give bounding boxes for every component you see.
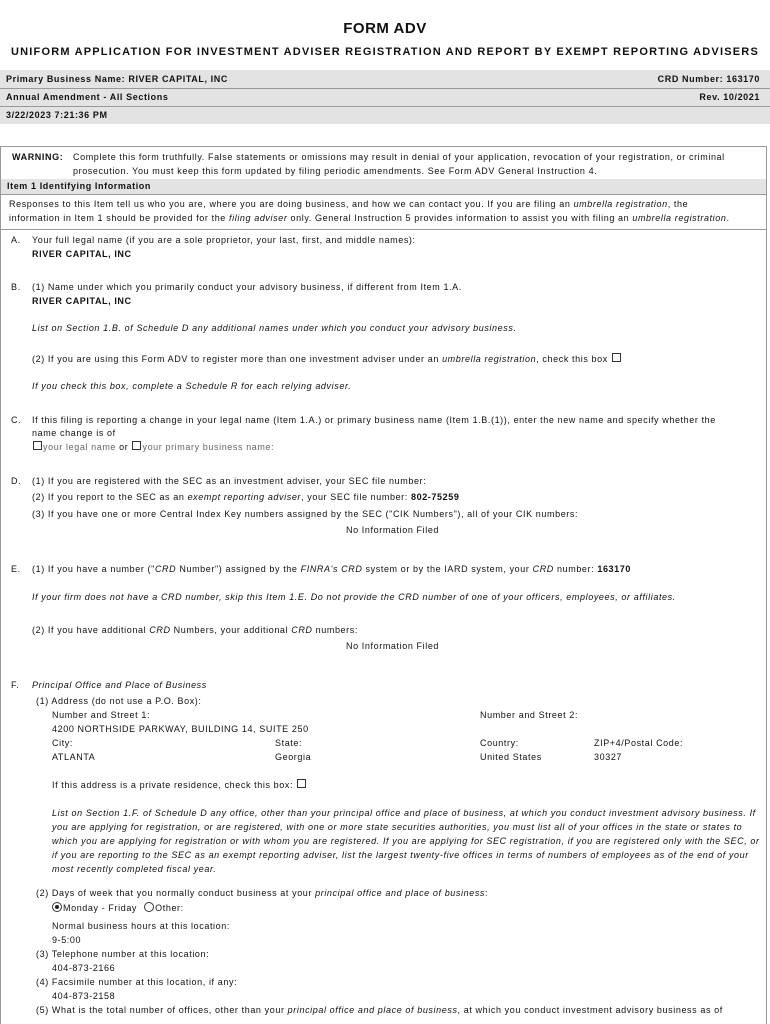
business-name-checkbox[interactable] bbox=[132, 441, 141, 450]
state-value: Georgia bbox=[275, 752, 312, 762]
warning-label: WARNING: bbox=[12, 152, 64, 162]
header-band-1 bbox=[0, 70, 770, 88]
item-e2-question: (2) If you have additional CRD Numbers, your additional CRD numbers: bbox=[32, 625, 358, 635]
other-days-label: Other: bbox=[155, 903, 184, 913]
item1-heading: Item 1 Identifying Information bbox=[7, 181, 152, 191]
item-a-letter: A. bbox=[11, 235, 21, 245]
form-title: FORM ADV bbox=[343, 20, 427, 37]
private-residence-checkbox[interactable] bbox=[297, 779, 306, 788]
sec-file-number: 802-75259 bbox=[410, 492, 460, 502]
name-change-options: your legal name or your primary business name: bbox=[32, 441, 274, 452]
item-b-note-1: List on Section 1.B. of Schedule D any additional names under which you conduct your advisory business. bbox=[32, 323, 517, 333]
item-f1-question: (1) Address (do not use a P.O. Box): bbox=[36, 696, 202, 706]
item-b-letter: B. bbox=[11, 282, 21, 292]
item-f-letter: F. bbox=[11, 680, 20, 690]
divider bbox=[0, 229, 767, 230]
legal-name-value: RIVER CAPITAL, INC bbox=[32, 249, 132, 259]
street1-label: Number and Street 1: bbox=[52, 710, 151, 720]
item-b2-question: (2) If you are using this Form ADV to register more than one investment adviser under an umbrella registration, check this box bbox=[32, 353, 622, 364]
street2-label: Number and Street 2: bbox=[480, 710, 579, 720]
country-label: Country: bbox=[480, 738, 519, 748]
item-f-note-line: which you are applying for registration or with whom you are registered. If you are applying for SEC registration, if you are registered only with the SEC, or bbox=[52, 836, 760, 846]
hours-label: Normal business hours at this location: bbox=[52, 921, 230, 931]
crd-number: CRD Number: 163170 bbox=[657, 74, 760, 84]
crd-number-value: 163170 bbox=[597, 564, 631, 574]
item-d2-question: (2) If you report to the SEC as an exempt reporting adviser, your SEC file number: 802-75259 bbox=[32, 492, 460, 502]
item-f-note-line: you are applying for registration, or are registered, with one or more state securities authorities, you must list all of your offices in the state or states to bbox=[52, 822, 743, 832]
city-value: ATLANTA bbox=[52, 752, 96, 762]
other-days-radio[interactable] bbox=[144, 902, 154, 912]
item-c-line-2: name change is of bbox=[32, 428, 116, 438]
timestamp: 3/22/2023 7:21:36 PM bbox=[6, 110, 108, 120]
header-band-2 bbox=[0, 89, 770, 106]
item1-intro-line-1: Responses to this Item tell us who you are, where you are doing business, and how we can contact you. If you are filing an umbrella registration, the bbox=[9, 199, 689, 209]
divider bbox=[0, 194, 767, 195]
warning-line-1: Complete this form truthfully. False statements or omissions may result in denial of your application, revocation of your registration, or criminal bbox=[73, 152, 725, 162]
item-b-note-2: If you check this box, complete a Schedule R for each relying adviser. bbox=[32, 381, 352, 391]
item-f2-question: (2) Days of week that you normally conduct business at your principal office and place of business: bbox=[36, 888, 489, 898]
zip-label: ZIP+4/Postal Code: bbox=[594, 738, 684, 748]
frame-left bbox=[0, 179, 1, 1024]
item1-heading-band bbox=[0, 179, 767, 194]
business-name-option-label: your primary business name: bbox=[142, 442, 275, 452]
item-d-letter: D. bbox=[11, 476, 22, 486]
fax-value: 404-873-2158 bbox=[52, 991, 116, 1001]
header-band-3 bbox=[0, 107, 770, 124]
item-d1-question: (1) If you are registered with the SEC as an investment adviser, your SEC file number: bbox=[32, 476, 427, 486]
cik-numbers-value: No Information Filed bbox=[346, 525, 440, 535]
business-name-value: RIVER CAPITAL, INC bbox=[32, 296, 132, 306]
form-subtitle: UNIFORM APPLICATION FOR INVESTMENT ADVISER REGISTRATION AND REPORT BY EXEMPT REPORTING ADVISERS bbox=[11, 46, 759, 58]
umbrella-registration-checkbox[interactable] bbox=[612, 353, 621, 362]
item-c-letter: C. bbox=[11, 415, 22, 425]
item-b1-question: (1) Name under which you primarily conduct your advisory business, if different from Item 1.A. bbox=[32, 282, 462, 292]
item-f-note-line: List on Section 1.F. of Schedule D any office, other than your principal office and place of business, at which you conduct investment advisory business. If bbox=[52, 808, 756, 818]
item-a-question: Your full legal name (if you are a sole proprietor, your last, first, and middle names): bbox=[32, 235, 416, 245]
item-f-note bbox=[52, 806, 760, 876]
phone-value: 404-873-2166 bbox=[52, 963, 116, 973]
item-f-note-line: most recently completed fiscal year. bbox=[52, 864, 217, 874]
item1-intro-line-2: information in Item 1 should be provided for the filing adviser only. General Instruction 5 provides information to assist you with filing an umbrella registration. bbox=[9, 213, 730, 223]
item-d3-question: (3) If you have one or more Central Index Key numbers assigned by the SEC ("CIK Numbers"), all of your CIK numbers: bbox=[32, 509, 579, 519]
private-residence-question: If this address is a private residence, check this box: bbox=[52, 779, 307, 790]
item-f-heading: Principal Office and Place of Business bbox=[32, 680, 207, 690]
country-value: United States bbox=[480, 752, 542, 762]
item-e1-question: (1) If you have a number ("CRD Number") assigned by the FINRA's CRD system or by the IARD system, your CRD number: 163170 bbox=[32, 564, 631, 574]
item-e-letter: E. bbox=[11, 564, 21, 574]
legal-name-checkbox[interactable] bbox=[33, 441, 42, 450]
item-f5-question: (5) What is the total number of offices, other than your principal office and place of business, at which you conduct investment advisory business as of bbox=[36, 1005, 723, 1015]
city-label: City: bbox=[52, 738, 73, 748]
form-revision: Rev. 10/2021 bbox=[699, 92, 760, 102]
item-c-line-1: If this filing is reporting a change in your legal name (Item 1.A.) or primary business name (Item 1.B.(1)), enter the new name and specify whether the bbox=[32, 415, 716, 425]
days-of-week-options bbox=[52, 902, 184, 913]
monday-friday-label: Monday - Friday bbox=[63, 903, 138, 913]
item-e-note: If your firm does not have a CRD number, skip this Item 1.E. Do not provide the CRD number of one of your officers, employees, or affiliates. bbox=[32, 592, 676, 602]
warning-line-2: prosecution. You must keep this form updated by filing periodic amendments. See Form ADV General Instruction 4. bbox=[73, 166, 598, 176]
legal-name-option-label: your legal name bbox=[43, 442, 117, 452]
amendment-type: Annual Amendment - All Sections bbox=[6, 92, 169, 102]
primary-business-name: Primary Business Name: RIVER CAPITAL, INC bbox=[6, 74, 228, 84]
item-f4-question: (4) Facsimile number at this location, if any: bbox=[36, 977, 238, 987]
frame-right bbox=[766, 179, 767, 1024]
item-f3-question: (3) Telephone number at this location: bbox=[36, 949, 210, 959]
hours-value: 9-5:00 bbox=[52, 935, 82, 945]
street1-value: 4200 NORTHSIDE PARKWAY, BUILDING 14, SUITE 250 bbox=[52, 724, 309, 734]
monday-friday-radio[interactable] bbox=[52, 902, 62, 912]
state-label: State: bbox=[275, 738, 303, 748]
additional-crd-value: No Information Filed bbox=[346, 641, 440, 651]
zip-value: 30327 bbox=[594, 752, 623, 762]
item-f-note-line: if you are reporting to the SEC as an exempt reporting adviser, list the largest twenty-five offices in terms of numbers of employees as of the end of your bbox=[52, 850, 749, 860]
warning-box bbox=[0, 146, 767, 180]
